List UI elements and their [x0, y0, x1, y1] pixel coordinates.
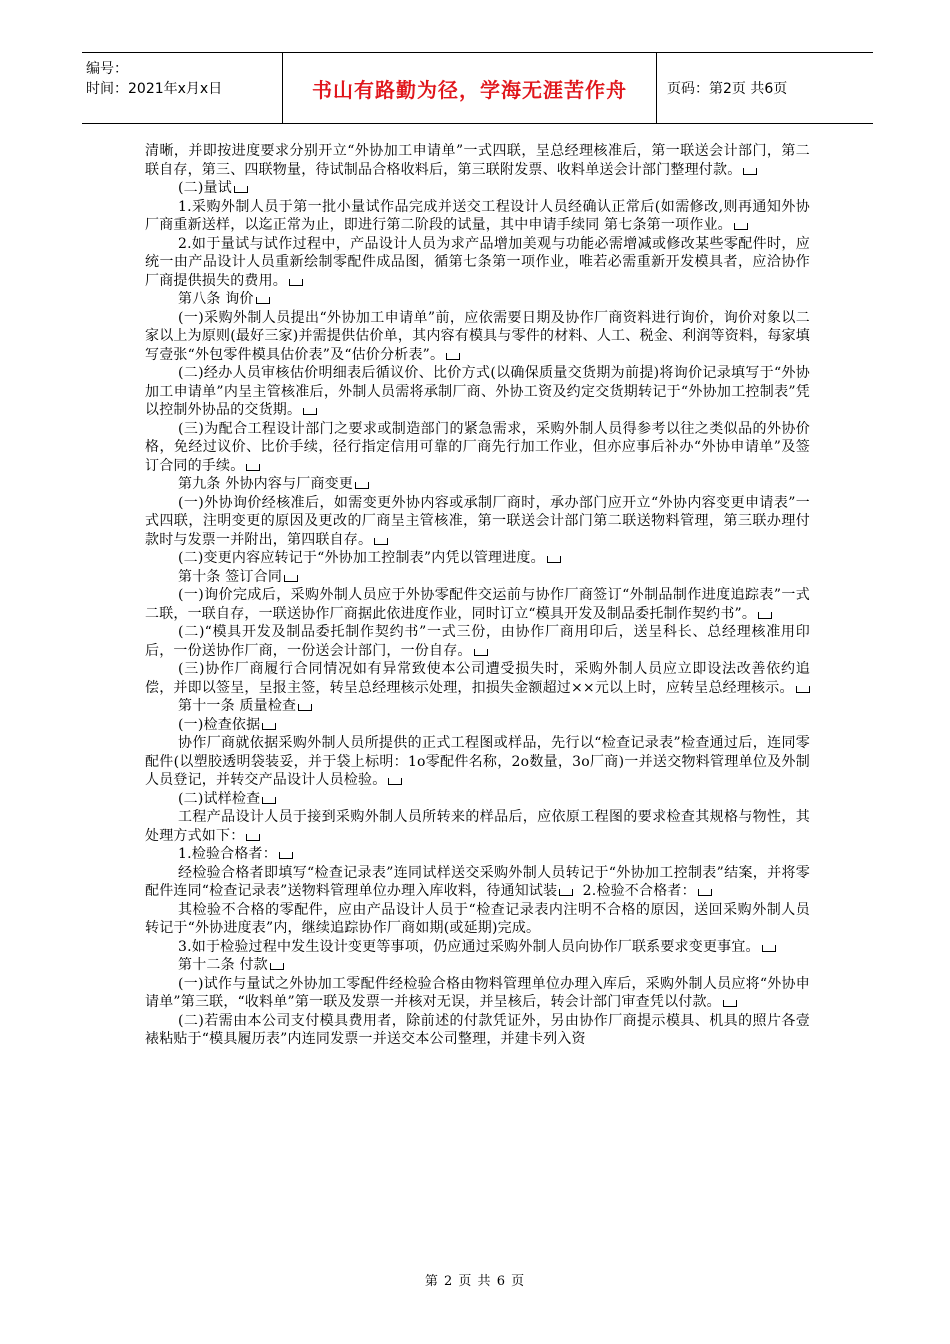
paragraph-mark-icon: [796, 686, 810, 693]
paragraph: 经检验合格者即填写“检查记录表”连同试样送交采购外制人员转记于“外协加工控制表”结案，并将零配件连同“检查记录表”送物料管理单位办理入库收料，待通知试装 2.检验不合格者：: [145, 864, 810, 899]
paragraph: 工程产品设计人员于接到采购外制人员所转来的样品后，应依原工程图的要求检查其规格与物性，其处理方式如下：: [145, 809, 810, 844]
paragraph: 2.如于量试与试作过程中，产品设计人员为求产品增加美观与功能必需增减或修改某些零配件时，应统一由产品设计人员重新绘制零配件成品图，循第七条第一项作业，唯若必需重新开发模具者，应洽协作厂商提供损失的费用。: [145, 235, 810, 289]
document-time-label: 时间：2021年x月x日: [86, 81, 223, 97]
paragraph-mark-icon: [246, 464, 260, 471]
article-heading: 第八条 询价: [145, 290, 810, 309]
paragraph: 协作厂商就依据采购外制人员所提供的正式工程图或样品，先行以“检查记录表”检查通过后，连同零配件(以塑胶透明袋装妥，并于袋上标明：1o零配件名称，2o数量，3o厂商)一并送交物料管理单位及外制人员登记，并转交产品设计人员检验。: [145, 735, 810, 788]
article-heading: 第十条 签订合同: [145, 568, 810, 587]
paragraph-mark-icon: [270, 963, 284, 970]
paragraph-mark-icon: [262, 723, 276, 730]
page-footer: 第 2 页 共 6 页: [424, 1274, 526, 1289]
section-heading: (二)试样检查: [145, 790, 810, 809]
paragraph-mark-icon: [758, 612, 772, 619]
section-heading: (一)检查依据: [145, 716, 810, 735]
paragraph-mark-icon: [256, 297, 270, 304]
paragraph: (一)试作与量试之外协加工零配件经检验合格由物料管理单位办理入库后，采购外制人员应将“外协申请单”第三联，“收料单”第一联及发票一并核对无误，并呈核后，转会计部门审查凭以付款。: [145, 975, 810, 1010]
paragraph-mark-icon: [234, 186, 248, 193]
paragraph-mark-icon: [547, 556, 561, 563]
article-heading: 第九条 外协内容与厂商变更: [145, 475, 810, 494]
paragraph: (一)询价完成后，采购外制人员应于外协零配件交运前与协作厂商签订“外制品制作进度追踪表”一式二联，一联自存，一联送协作厂商据此依进度作业，同时订立“模具开发及制品委托制作契约书”。: [145, 587, 810, 622]
document-number-label: 编号：: [86, 61, 128, 77]
paragraph: (二)“模具开发及制品委托制作契约书”一式三份，由协作厂商用印后，送呈科长、总经理核准用印后，一份送协作厂商，一份送会计部门，一份自存。: [145, 624, 810, 659]
paragraph-mark-icon: [723, 1000, 737, 1007]
paragraph: (一)外协询价经核准后，如需变更外协内容或承制厂商时，承办部门应开立“外协内容变更申请表”一式四联，注明变更的原因及更改的厂商呈主管核准，第一联送会计部门第二联送物料管理，第三联办理付款时与发票一并附出，第四联自存。: [145, 494, 810, 548]
paragraph: 其检验不合格的零配件，应由产品设计人员于“检查记录表内注明不合格的原因，送回采购外制人员转记于“外协进度表”内，继续追踪协作厂商如期(或延期)完成。: [145, 901, 810, 936]
paragraph-mark-icon: [446, 353, 460, 360]
paragraph: (二)变更内容应转记于“外协加工控制表”内凭以管理进度。: [145, 549, 810, 568]
article-heading: 第十一条 质量检查: [145, 697, 810, 716]
paragraph-mark-icon: [388, 778, 402, 785]
paragraph-mark-icon: [355, 482, 369, 489]
paragraph-mark-icon: [279, 852, 293, 859]
page-header: [82, 52, 873, 124]
paragraph-mark-icon: [246, 834, 260, 841]
paragraph-mark-icon: [303, 408, 317, 415]
paragraph: 1.采购外制人员于第一批小量试作品完成并送交工程设计人员经确认正常后(如需修改,则再通知外协厂商重新送样，以迄正常为止，即进行第二阶段的试量，其中申请手续同 第七条第一项作业。: [145, 198, 810, 233]
paragraph-mark-icon: [698, 889, 712, 896]
paragraph-mark-icon: [762, 945, 776, 952]
paragraph: 3.如于检验过程中发生设计变更等事项，仍应通过采购外制人员向协作厂联系要求变更事宜。: [145, 938, 810, 957]
paragraph-mark-icon: [743, 168, 757, 175]
paragraph: (一)采购外制人员提出“外协加工申请单”前，应依需要日期及协作厂商资料进行询价，询价对象以二家以上为原则(最好三家)并需提供估价单，其内容有模具与零件的材料、人工、税金、利润等资料，每家填写壹张“外包零件模具估价表”及“估价分析表”。: [145, 309, 810, 363]
paragraph: (三)协作厂商履行合同情况如有异常致使本公司遭受损失时，采购外制人员应立即设法改善依约追偿，并即以签呈，呈报主签，转呈总经理核示处理，扣损失金额超过××元以上时，应转呈总经理核示。: [145, 661, 810, 696]
paragraph-mark-icon: [734, 223, 748, 230]
paragraph-mark-icon: [262, 797, 276, 804]
paragraph: 清晰，并即按进度要求分别开立“外协加工申请单”一式四联，呈总经理核准后，第一联送会计部门，第二联自存，第三、四联物量，待试制品合格收料后，第三联附发票、收料单送会计部门整理付款。: [145, 143, 810, 178]
paragraph: 1.检验合格者：: [145, 845, 810, 864]
article-heading: 第十二条 付款: [145, 956, 810, 975]
list-item-label: 2.检验不合格者：: [582, 883, 696, 899]
paragraph-mark-icon: [474, 649, 488, 656]
document-body: [145, 142, 810, 1049]
paragraph-mark-icon: [298, 704, 312, 711]
header-info: [82, 53, 282, 123]
section-heading: (二)量试: [145, 179, 810, 198]
header-motto: 书山有路勤为径，学海无涯苦作舟: [282, 53, 657, 123]
paragraph-mark-icon: [374, 538, 388, 545]
paragraph-mark-icon: [289, 279, 303, 286]
paragraph-mark-icon: [284, 575, 298, 582]
paragraph-mark-icon: [559, 889, 573, 896]
paragraph: (二)若需由本公司支付模具费用者，除前述的付款凭证外，另由协作厂商提示模具、机具的照片各壹裱粘贴于“模具履历表”内连同发票一并送交本公司整理，并建卡列入资: [145, 1012, 810, 1047]
header-page-info: 页码：第2页 共6页: [667, 81, 788, 97]
paragraph: (三)为配合工程设计部门之要求或制造部门的紧急需求，采购外制人员得参考以往之类似品的外协价格，免经过议价、比价手续，径行指定信用可靠的厂商先行加工作业，但亦应事后补办“外协申请单”及签订合同的手续。: [145, 420, 810, 474]
paragraph: (二)经办人员审核估价明细表后循议价、比价方式(以确保质量交货期为前提)将询价记录填写于“外协加工申请单”内呈主管核准后，外制人员需将承制厂商、外协工资及约定交货期转记于“外协加工控制表”凭以控制外协品的交货期。: [145, 365, 810, 418]
